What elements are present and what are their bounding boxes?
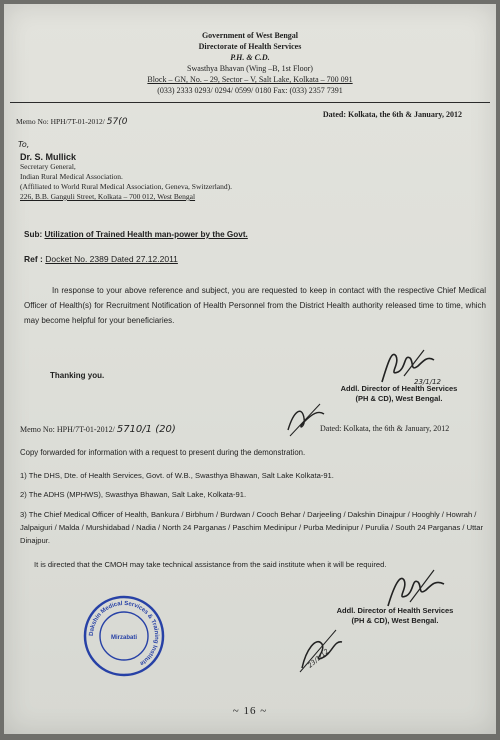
- svg-text:23/1/12: 23/1/12: [306, 647, 331, 670]
- seal-center-text: Mirzabati: [110, 635, 138, 641]
- reference-label: Ref :: [24, 254, 43, 264]
- thanking-line: Thanking you.: [50, 371, 105, 380]
- body-text: In response to your above reference and subject, you are requested to keep in contact with the respective Chief Medical Officer of Health(s) for Recruitment Notification of Health Personnel from the District Health authority released time to time, which may become helpful for your beneficiaries.: [24, 286, 486, 325]
- list-item: 3) The Chief Medical Officer of Health, Bankura / Birbhum / Burdwan / Cooch Behar / Darjeeling / Dakshin Dinajpur / Hooghly / Howrah / Jalpaiguri / Malda / Murshidabad / Nadia / North 24 Parganas / Paschim Medinipur / Purba Medinipur / Purulia / South 24 Parganas / Uttar Dinajpur.: [20, 510, 484, 545]
- memo-date-1: Dated: Kolkata, the 6th & January, 2012: [322, 110, 462, 119]
- recipient-line-4: 226, B.B. Ganguli Street, Kolkata – 700 012, West Bengal: [20, 192, 196, 201]
- page-number: ~ 16 ~: [232, 705, 268, 717]
- copy-forwarded-line: Copy forwarded for information with a request to present during the demonstration.: [20, 448, 306, 457]
- memo-handwritten-number-1: 57(0: [106, 117, 128, 127]
- letterhead-directorate: Directorate of Health Services: [198, 42, 302, 51]
- recipient-line-3: (Affiliated to World Rural Medical Association, Geneva, Switzerland).: [20, 182, 232, 191]
- letterhead-phone: (033) 2333 0293/ 0294/ 0599/ 0180 Fax: (033) 2357 7391: [157, 86, 343, 95]
- subject-label: Sub:: [24, 230, 43, 239]
- list-item: 1) The DHS, Dte. of Health Services, Govt. of W.B., Swasthya Bhawan, Salt Lake Kolkata-91.: [20, 471, 334, 480]
- signature-2-dept: (PH & CD), West Bengal.: [351, 616, 439, 625]
- subject-line: [24, 230, 248, 239]
- letterhead-address: Block – GN, No. – 29, Sector – V, Salt Lake, Kolkata – 700 091: [147, 75, 353, 84]
- memo-number-1: [16, 117, 127, 127]
- memo-date-2: Dated: Kolkata, the 6th & January, 2012: [320, 424, 450, 433]
- memo-handwritten-number-2: 5710/1 (20): [116, 424, 176, 435]
- signature-1-title: Addl. Director of Health Services: [340, 384, 458, 393]
- handwritten-initials-1: [284, 400, 328, 440]
- list-item: 2) The ADHS (MPHWS), Swasthya Bhawan, Salt Lake, Kolkata-91.: [20, 490, 247, 499]
- letterhead-building: Swasthya Bhavan (Wing –B, 1st Floor): [187, 64, 313, 73]
- seal-ring-text: Dakshin Medical Services & Training Institute: [88, 600, 160, 667]
- recipient-line-2: Indian Rural Medical Association.: [20, 172, 123, 181]
- svg-text:23/1/12: 23/1/12: [414, 378, 441, 386]
- round-seal-stamp: [82, 594, 166, 678]
- recipient-line-1: Secretary General,: [20, 162, 76, 171]
- recipient-name: Dr. S. Mullick: [20, 152, 77, 162]
- memo-label-2: Memo No: HPH/7T-01-2012/: [20, 425, 115, 434]
- memo-label-1: Memo No: HPH/7T-01-2012/: [16, 117, 105, 126]
- letterhead: [4, 30, 496, 96]
- signature-2-title: Addl. Director of Health Services: [336, 606, 454, 615]
- signature-1-dept: (PH & CD), West Bengal.: [355, 394, 443, 403]
- subject-text: Utilization of Trained Health man-power by the Govt.: [44, 230, 248, 239]
- recipient-address: [20, 152, 232, 202]
- header-rule: [10, 102, 490, 103]
- directive-paragraph: It is directed that the CMOH may take technical assistance from the said institute when it will be required.: [34, 560, 387, 569]
- signature-block-1: [304, 384, 494, 404]
- body-paragraph: [24, 283, 486, 328]
- letterhead-government: Government of West Bengal: [201, 31, 299, 40]
- reference-text: Docket No. 2389 Dated 27.12.2011: [45, 254, 178, 264]
- copy-list: [20, 470, 488, 554]
- memo-number-2: [20, 424, 176, 435]
- recipient-to: To,: [18, 140, 30, 149]
- document-page: [4, 4, 496, 734]
- reference-line: [24, 254, 178, 264]
- handwritten-initials-2: [296, 620, 356, 676]
- letterhead-division: P.H. & C.D.: [230, 53, 270, 62]
